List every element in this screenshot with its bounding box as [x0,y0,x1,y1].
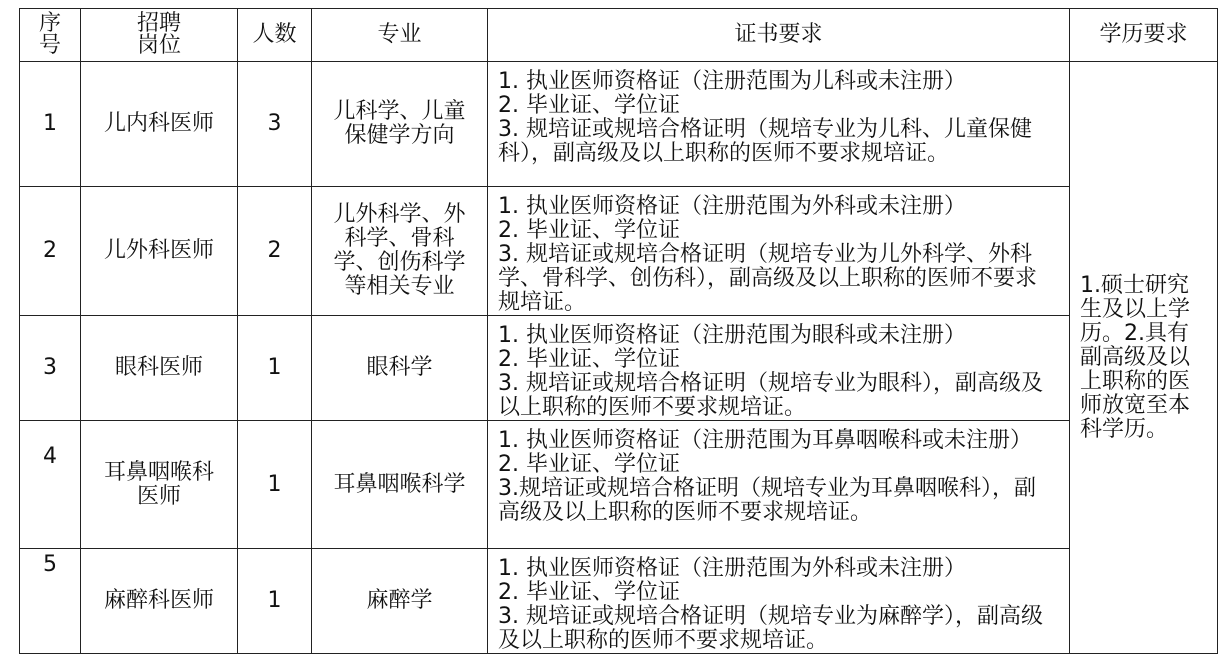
cert-line: 2. 毕业证、学位证 [498,347,680,372]
row-cert [488,62,1070,187]
table-row [20,421,1218,549]
header-major: 专业 [312,9,488,62]
cert-line: 3. 规培证或规培合格证明（规培专业为麻醉学），副高级及以上职称的医师不要求规培证。 [498,604,1043,653]
recruitment-table-wrapper [19,8,1218,654]
header-count: 人数 [238,9,312,62]
row-position: 耳鼻咽喉科医师 [81,421,238,549]
row-count: 1 [238,549,312,654]
row-index: 4 [20,421,81,549]
row-index: 2 [20,187,81,316]
row-count: 2 [238,187,312,316]
cert-line: 1. 执业医师资格证（注册范围为外科或未注册） [498,194,966,219]
row-major: 儿外科学、外科学、骨科学、创伤科学等相关专业 [312,187,488,316]
education-requirement: 1.硕士研究生及以上学历。2.具有副高级及以上职称的医师放宽至本科学历。 [1070,62,1218,654]
row-cert [488,187,1070,316]
cert-line: 3.规培证或规培合格证明（规培专业为耳鼻咽喉科），副高级及以上职称的医师不要求规培证。 [498,476,1036,525]
row-count: 3 [238,62,312,187]
row-major: 耳鼻咽喉科学 [312,421,488,549]
row-index: 1 [20,62,81,187]
cert-line: 1. 执业医师资格证（注册范围为外科或未注册） [498,556,966,581]
row-major: 儿科学、儿童保健学方向 [312,62,488,187]
cert-line: 3. 规培证或规培合格证明（规培专业为儿科、儿童保健科），副高级及以上职称的医师不要求规培证。 [498,117,1032,166]
row-position: 眼科医师 [81,316,238,421]
table-row [20,62,1218,187]
header-edu: 学历要求 [1070,9,1218,62]
row-cert [488,549,1070,654]
cert-line: 2. 毕业证、学位证 [498,580,680,605]
row-position: 儿内科医师 [81,62,238,187]
row-major: 眼科学 [312,316,488,421]
row-count: 1 [238,421,312,549]
header-cert: 证书要求 [488,9,1070,62]
row-index: 5 [20,549,81,654]
row-index: 3 [20,316,81,421]
header-index: 序号 [20,9,81,62]
table-row [20,187,1218,316]
cert-line: 3. 规培证或规培合格证明（规培专业为眼科），副高级及以上职称的医师不要求规培证。 [498,371,1043,420]
row-cert [488,316,1070,421]
table-row [20,316,1218,421]
cert-line: 1. 执业医师资格证（注册范围为耳鼻咽喉科或未注册） [498,428,1032,453]
cert-line: 1. 执业医师资格证（注册范围为儿科或未注册） [498,69,966,94]
row-position: 麻醉科医师 [81,549,238,654]
header-row [20,9,1218,62]
cert-line: 3. 规培证或规培合格证明（规培专业为儿外科学、外科学、骨科学、创伤科），副高级及以上职称的医师不要求规培证。 [498,242,1038,315]
header-position: 招聘岗位 [81,9,238,62]
row-position: 儿外科医师 [81,187,238,316]
cert-line: 2. 毕业证、学位证 [498,452,680,477]
row-count: 1 [238,316,312,421]
cert-line: 2. 毕业证、学位证 [498,218,680,243]
recruitment-table [19,8,1218,654]
row-cert [488,421,1070,549]
table-row [20,549,1218,654]
row-major: 麻醉学 [312,549,488,654]
cert-line: 2. 毕业证、学位证 [498,93,680,118]
cert-line: 1. 执业医师资格证（注册范围为眼科或未注册） [498,323,966,348]
